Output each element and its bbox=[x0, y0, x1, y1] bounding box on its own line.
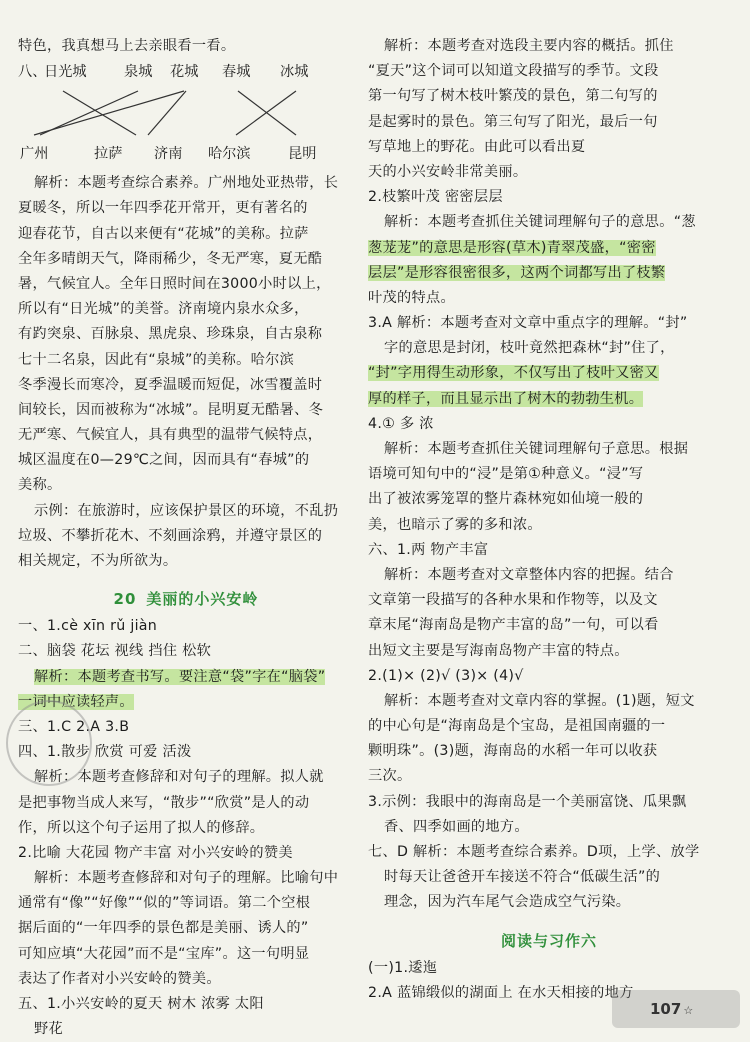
intro-line: 特色，我真想马上去亲眼看一看。 bbox=[18, 38, 236, 54]
city-top-4: 春城 bbox=[222, 64, 251, 81]
city-bottom-4: 哈尔滨 bbox=[208, 146, 251, 163]
city-top-3: 花城 bbox=[170, 64, 199, 81]
item6-2-analysis-line-4: 三次。 bbox=[368, 768, 412, 785]
item2-highlight-1: 葱茏茏”的意思是形容(草木)青翠茂盛，“密密 bbox=[368, 239, 656, 256]
q4-line: 四、1.散步 欣赏 可爱 活泼 bbox=[18, 744, 192, 761]
q2-line: 二、脑袋 花坛 视线 挡住 松软 bbox=[18, 643, 212, 660]
item2-analysis-line-1: 解析：本题考查抓住关键词理解句子的意思。“葱 bbox=[384, 214, 696, 231]
example-8-line-1: 示例：在旅游时，应该保护景区的环境，不乱扔 bbox=[34, 502, 339, 519]
city-bottom-3: 济南 bbox=[154, 146, 183, 163]
item6-3-line-1: 3.示例：我眼中的海南岛是一个美丽富饶、瓜果飘 bbox=[368, 793, 687, 810]
q4-2-analysis-line-2: 通常有“像”“好像”“似的”等词语。第二个空根 bbox=[18, 895, 311, 912]
q4-2-analysis-line-4: 可知应填“大花园”而不是“宝库”。这一句明显 bbox=[18, 945, 310, 962]
city-top-2: 泉城 bbox=[124, 64, 153, 81]
matching-bottom-row bbox=[18, 141, 354, 171]
q2-analysis-line-1 bbox=[18, 665, 354, 690]
analysis-8-line-8: 七十二名泉，因此有“泉城”的美称。哈尔滨 bbox=[18, 351, 295, 368]
analysis-8-line-3: 迎春花节，自古以来便有“花城”的美称。拉萨 bbox=[18, 225, 309, 242]
analysis-8-line-1: 解析：本题考查综合素养。广州地处亚热带，长 bbox=[34, 175, 339, 192]
top-analysis-line-2: “夏天”这个词可以知道文段描写的季节。文段 bbox=[368, 63, 659, 80]
item6-analysis-line-2: 文章第一段描写的各种水果和作物等，以及文 bbox=[368, 592, 658, 609]
q4-analysis-line-2: 是把事物当成人来写，“散步”“欣赏”是人的动 bbox=[18, 794, 310, 811]
item4-analysis-line-4: 美，也暗示了雾的多和浓。 bbox=[368, 516, 542, 533]
item6-analysis-line-3: 章末尾“海南岛是物产丰富的岛”一句，可以看 bbox=[368, 617, 659, 634]
item2-highlight-2: 层层”是形容很密很多，这两个词都写出了枝繁 bbox=[368, 264, 666, 281]
item6-2-analysis-line-3: 颗明珠”。(3)题，海南岛的水稻一年可以收获 bbox=[368, 743, 658, 760]
top-analysis-line-4: 是起雾时的景色。第三句写了阳光，最后一句 bbox=[368, 113, 658, 130]
city-bottom-5: 昆明 bbox=[288, 146, 317, 163]
q2-analysis-highlight-2: 一词中应读轻声。 bbox=[18, 693, 134, 710]
item6-line: 六、1.两 物产丰富 bbox=[368, 541, 489, 558]
reading-item1: (一)1.逶迤 bbox=[368, 959, 438, 976]
right-column bbox=[368, 34, 730, 1006]
item4-analysis-line-1: 解析：本题考查抓住关键词理解句子意思。根据 bbox=[384, 441, 689, 457]
item3-line: 3.A 解析：本题考查对文章中重点字的理解。“封” bbox=[368, 315, 688, 332]
q5-line: 五、1.小兴安岭的夏天 树木 浓雾 太阳 bbox=[18, 996, 264, 1012]
match-line-4 bbox=[148, 91, 186, 135]
left-column bbox=[18, 34, 354, 1042]
analysis-8-line-13: 美称。 bbox=[18, 477, 62, 494]
q4-2-analysis-line-5: 表达了作者对小兴安岭的赞美。 bbox=[18, 970, 221, 987]
item6-analysis-line-4: 出短文主要是写海南岛物产丰富的特点。 bbox=[368, 642, 629, 659]
lesson-number: 20 bbox=[113, 590, 137, 609]
q4-2-line: 2.比喻 大花园 物产丰富 对小兴安岭的赞美 bbox=[18, 844, 293, 861]
top-analysis-line-3: 第一句写了树木枝叶繁茂的景色，第二句写的 bbox=[368, 88, 658, 105]
page-number-text: 107 bbox=[650, 1000, 682, 1018]
item2-line: 2.枝繁叶茂 密密层层 bbox=[368, 189, 503, 206]
item3-highlight-2: 厚的样子，而且显示出了树木的勃勃生机。 bbox=[368, 390, 644, 407]
q4-2-analysis-line-3: 据后面的“一年四季的景色都是美丽、诱人的” bbox=[18, 920, 309, 937]
analysis-8-line-10: 间较长，因而被称为“冰城”。昆明夏无酷暑、冬 bbox=[18, 401, 324, 418]
item6-2-analysis-line-2: 的中心句是“海南岛是个宝岛，是祖国南疆的一 bbox=[368, 718, 666, 735]
item6-analysis-line-1: 解析：本题考查对文章整体内容的把握。结合 bbox=[384, 566, 674, 583]
item4-analysis-line-3: 出了被浓雾笼罩的整片森林宛如仙境一般的 bbox=[368, 491, 644, 508]
item2-analysis-line-2 bbox=[368, 236, 730, 261]
match-line-1 bbox=[63, 91, 136, 135]
q2-analysis-highlight-1: 解析：本题考查书写。要注意“袋”字在“脑袋” bbox=[34, 668, 326, 685]
item6-2-line: 2.(1)× (2)√ (3)× (4)√ bbox=[368, 667, 524, 684]
top-analysis-line-1: 解析：本题考查对选段主要内容的概括。抓住 bbox=[384, 38, 674, 54]
item3-line-2: 字的意思是封闭，枝叶竟然把森林“封”住了， bbox=[384, 340, 675, 357]
top-analysis-line-5: 写草地上的野花。由此可以看出夏 bbox=[368, 138, 586, 155]
page-number bbox=[650, 1000, 693, 1018]
top-analysis-line-6: 天的小兴安岭非常美丽。 bbox=[368, 163, 528, 180]
item2-analysis-line-3 bbox=[368, 261, 730, 286]
item6-2-analysis-line-1: 解析：本题考查对文章内容的掌握。(1)题，短文 bbox=[384, 692, 695, 709]
item3-highlight-1: “封”字用得生动形象，不仅写出了枝叶又密又 bbox=[368, 365, 659, 382]
item7-line-1: 七、D 解析：本题考查综合素养。D项，上学、放学 bbox=[368, 844, 700, 860]
item6-3-line-2: 香、四季如画的地方。 bbox=[384, 818, 529, 835]
q4-analysis-line-3: 作，所以这个句子运用了拟人的修辞。 bbox=[18, 819, 265, 836]
analysis-8-line-12: 城区温度在0—29℃之间，因而具有“春城”的 bbox=[18, 452, 310, 469]
analysis-8-line-6: 所以有“日光城”的美誉。济南境内泉水众多， bbox=[18, 301, 309, 318]
q1-line: 一、1.cè xīn rǔ jiàn bbox=[18, 618, 158, 635]
section8-label: 八、 bbox=[18, 64, 47, 81]
match-line-3 bbox=[34, 91, 184, 135]
analysis-8-line-7: 有趵突泉、百脉泉、黑虎泉、珍珠泉，自古泉称 bbox=[18, 326, 323, 343]
analysis-8-line-4: 全年多晴朗天气，降雨稀少，冬无严寒，夏无酷 bbox=[18, 250, 323, 267]
item7-line-2: 时每天让爸爸开车接送不符合“低碳生活”的 bbox=[384, 869, 661, 886]
q5-line-2: 野花 bbox=[34, 1021, 63, 1038]
item4-line: 4.① 多 浓 bbox=[368, 415, 434, 432]
city-top-5: 冰城 bbox=[280, 64, 309, 81]
item3-line-4 bbox=[368, 387, 730, 412]
example-8-line-2: 垃圾、不攀折花木、不刻画涂鸦，并遵守景区的 bbox=[18, 527, 323, 544]
q4-analysis-line-1: 解析：本题考查修辞和对句子的理解。拟人就 bbox=[34, 769, 324, 786]
matching-top-row bbox=[18, 59, 354, 89]
item3-line-3 bbox=[368, 361, 730, 386]
lesson-heading bbox=[18, 584, 354, 614]
q4-2-analysis-line-1: 解析：本题考查修辞和对句子的理解。比喻句中 bbox=[34, 870, 339, 887]
city-top-1: 日光城 bbox=[44, 64, 87, 81]
reading-section-title: 阅读与习作六 bbox=[500, 931, 597, 950]
lesson-title: 美丽的小兴安岭 bbox=[146, 590, 259, 609]
example-8-line-3: 相关规定，不为所欲为。 bbox=[18, 553, 178, 569]
analysis-8-line-5: 暑，气候宜人。全年日照时间在3000小时以上， bbox=[18, 275, 331, 292]
item4-analysis-line-2: 语境可知句中的“浸”是第①种意义。“浸”写 bbox=[368, 466, 644, 483]
analysis-8-line-2: 夏暖冬，所以一年四季花开常开，更有著名的 bbox=[18, 200, 308, 217]
q3-line: 三、1.C 2.A 3.B bbox=[18, 718, 130, 735]
city-bottom-1: 广州 bbox=[20, 146, 49, 163]
city-bottom-2: 拉萨 bbox=[94, 146, 123, 163]
matching-lines bbox=[18, 89, 338, 141]
item2-analysis-line-4: 叶茂的特点。 bbox=[368, 289, 455, 306]
analysis-8-line-11: 无严寒、气候宜人，具有典型的温带气候特点， bbox=[18, 427, 323, 444]
reading-item2: 2.A 蓝锦缎似的湖面上 在水天相接的地方 bbox=[368, 984, 634, 1001]
analysis-8-line-9: 冬季漫长而寒冷，夏季温暖而短促，冰雪覆盖时 bbox=[18, 376, 323, 393]
item7-line-3: 理念，因为汽车尾气会造成空气污染。 bbox=[384, 894, 631, 911]
star-icon: ☆ bbox=[683, 1004, 694, 1017]
